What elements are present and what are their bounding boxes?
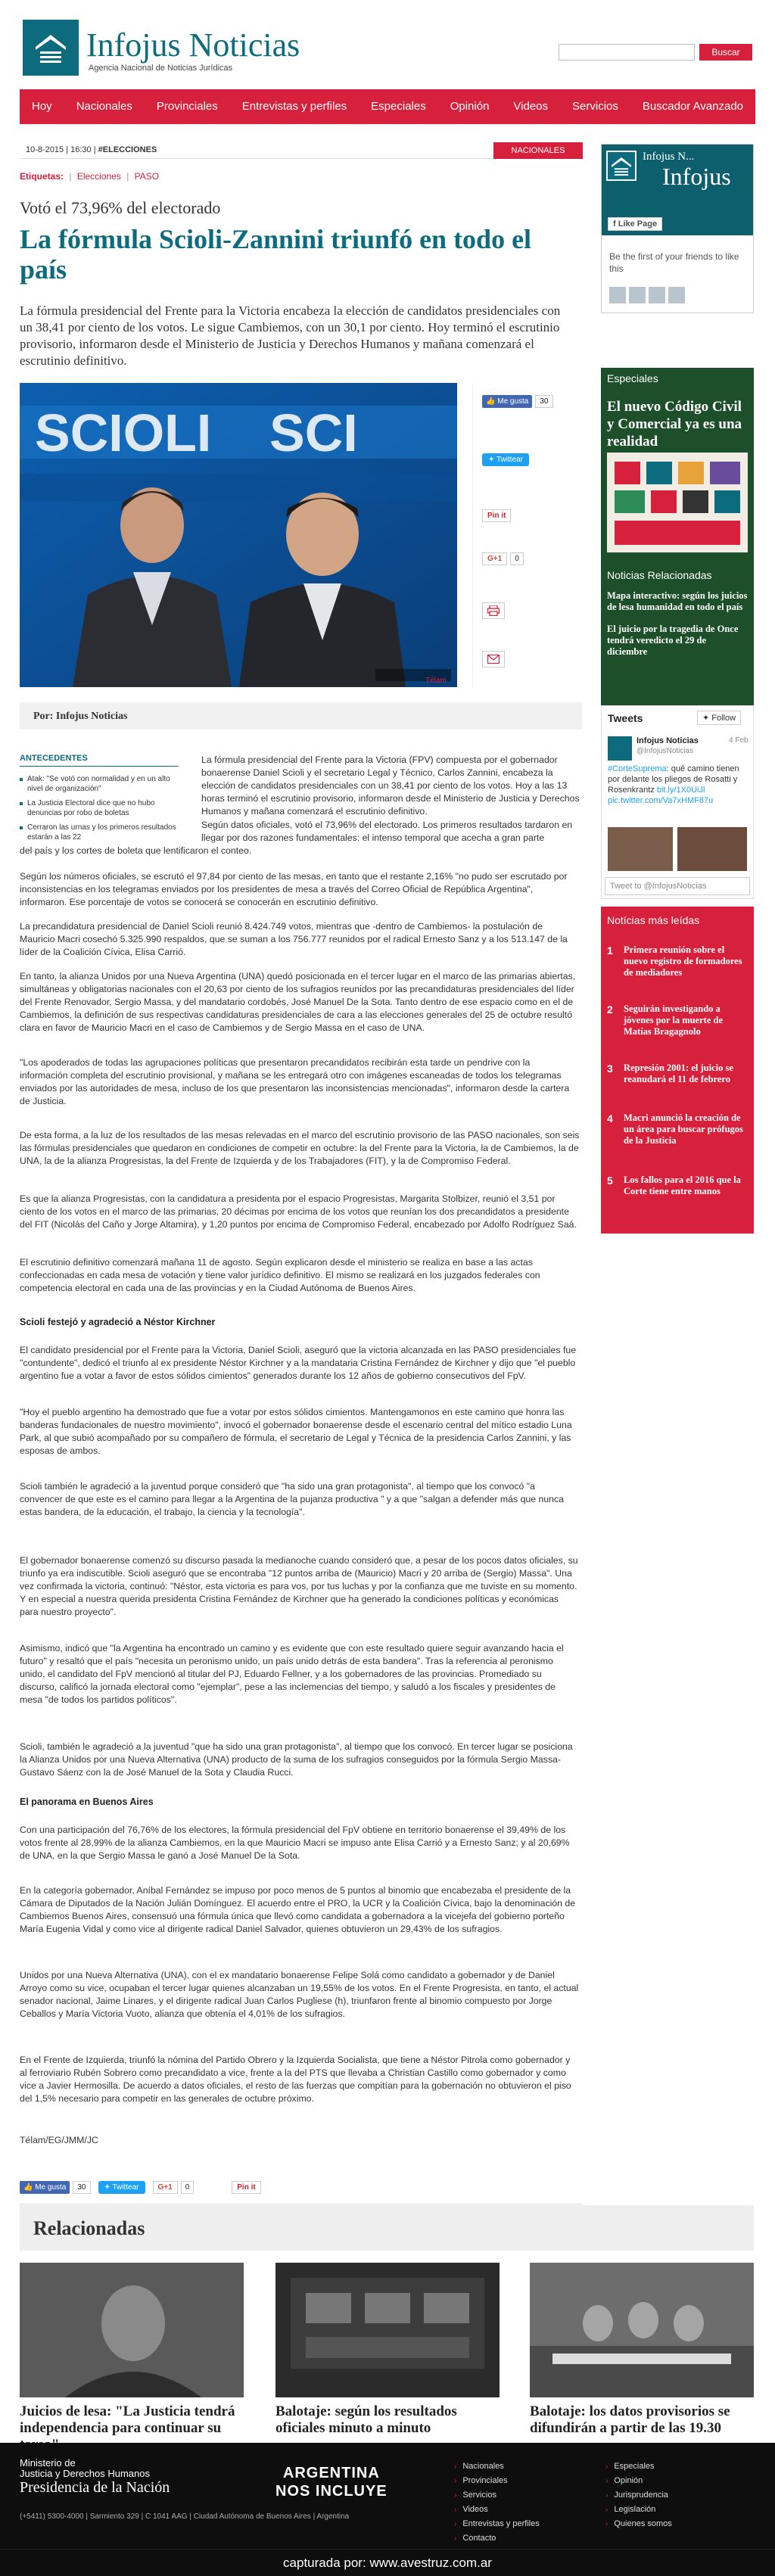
especiales-heading: Especiales: [601, 368, 754, 389]
hero-photo: [20, 383, 457, 687]
footer-link-label: Servicios: [462, 2490, 496, 2500]
tweet-hashtag[interactable]: #CorteSuprema: [608, 764, 667, 773]
article-paragraph: Con una participación del 76,76% de los electores, la fórmula presidencial del FpV obtiene en territorio bonaerense el 39,49% de los votos frente al 28,99% de la alianza Cambiemos, en la que Mauricio Macri se impuso ante Elisa Carrió y a Ernesto Sanz; y al 20,69% de UNA, en la que Sergio Massa le ganó a José Manuel De la Sota.: [20, 1825, 570, 1861]
antecedentes-list: [20, 774, 179, 842]
tweet-button[interactable]: [482, 453, 529, 466]
twitter-share[interactable]: [482, 453, 529, 464]
tweet-avatar[interactable]: [608, 736, 632, 761]
footer-link-label: Contacto: [462, 2534, 496, 2543]
facebook-like-button[interactable]: [20, 2181, 70, 2194]
twitter-bird-icon: ✦: [104, 2182, 110, 2192]
tag-paso[interactable]: PASO: [134, 171, 160, 182]
mas-leidas-title[interactable]: Seguirán investigando a jóvenes por la muerte de Matías Bragagnolo: [624, 1003, 723, 1037]
brand-main: Infojus: [86, 26, 181, 64]
mas-leidas-rank: 3: [607, 1062, 613, 1075]
svg-text:SCI: SCI: [269, 403, 358, 462]
footer-link[interactable]: [454, 2531, 540, 2546]
infojus-logo-icon: [33, 30, 68, 65]
related-article-card[interactable]: [530, 2263, 754, 2437]
brand-sub: Noticias: [180, 26, 300, 64]
article-paragraph: Scioli, también le agradeció a la juventud "que ha sido una gran protagonista", al tiempo que los convocó. En tercer lugar se posiciona la Alianza Unidos por una Nueva Alternativa (UNA) producto de la suma de los sufragios conseguidos por la fórmula Sergio Massa-Gustavo Sáenz con la de José Manuel de la Sota y Claudia Rucci.: [20, 1741, 573, 1778]
mas-leidas-rank: 4: [607, 1112, 613, 1125]
twitter-follow-button[interactable]: [697, 711, 741, 725]
article-paragraph: El candidato presidencial por el Frente para la Victoria, Daniel Scioli, aseguró que la victoria alcanzada en las PASO presidenciales fue "contundente", dedicó el triunfo al ex presidente Néstor Kirchner y a la mandataria Cristina Fernández de Kirchner y dijo que "el pueblo argentino fue a votar a favor de estos sólidos cimientos" generados durante los 12 años de gobierno consecutivos del FpV.: [20, 1345, 577, 1381]
footer-argentina-line: NOS INCLUYE: [275, 2483, 388, 2500]
footer-link[interactable]: [454, 2517, 540, 2531]
facebook-like-label: Me gusta: [35, 2182, 67, 2192]
relacionadas-band: [20, 2205, 754, 2251]
print-button[interactable]: [482, 602, 505, 619]
infojus-logo-icon: [610, 154, 633, 177]
hero-photo-illustration: [20, 383, 457, 687]
noticias-relacionadas-item[interactable]: El juicio por la tragedia de Once tendrá veredicto el 29 de diciembre: [607, 624, 739, 657]
mas-leidas-item[interactable]: [607, 944, 751, 978]
article-headline: La fórmula Scioli-Zannini triunfó en todo el país: [20, 224, 532, 285]
footer-link-label: Nacionales: [462, 2462, 504, 2471]
facebook-like-page-button[interactable]: [608, 217, 662, 231]
footer-link[interactable]: [605, 2488, 672, 2503]
footer-link-label: Opinión: [614, 2476, 643, 2485]
nav-item-entrevistas[interactable]: Entrevistas y perfiles: [241, 100, 347, 113]
related-article-card[interactable]: [20, 2263, 244, 2453]
tweet-button[interactable]: [98, 2181, 145, 2194]
google-plus-button[interactable]: G+1: [153, 2181, 178, 2194]
article-paragraph: Scioli también le agradeció a la juventud porque consideró que "ha sido una gran protagonista", al tiempo que los convocó "a convencer de que este es el camino para llegar a la Argentina de la pujanza productiva " y a que "salgan a defender más que nunca estas bandera, de la educación, el trabajo, la ciencia y la tecnología".: [20, 1481, 565, 1517]
footer-links-col-1: [454, 2459, 540, 2546]
tags-separator: |: [69, 171, 72, 182]
nav-item-provinciales[interactable]: Provinciales: [156, 100, 218, 113]
arrow-right-icon: ›: [454, 2506, 457, 2514]
tweet-text: [608, 764, 747, 806]
mas-leidas-item[interactable]: [607, 1174, 751, 1197]
related-photo-3: [530, 2263, 754, 2397]
footer-link[interactable]: [454, 2488, 540, 2503]
photo-credit: Télam: [425, 677, 447, 685]
facebook-f-icon: f: [613, 219, 616, 229]
article-date: 10-8-2015: [26, 145, 64, 154]
email-button[interactable]: [482, 651, 505, 667]
arrow-right-icon: ›: [605, 2462, 608, 2471]
nav-item-servicios[interactable]: Servicios: [572, 100, 618, 113]
brand-tagline: Agencia Nacional de Noticias Jurídicas: [89, 64, 233, 73]
tag-elecciones[interactable]: Elecciones: [76, 171, 121, 182]
mas-leidas-item[interactable]: [607, 1062, 751, 1085]
article-kicker: Votó el 73,96% del electorado: [20, 198, 221, 217]
article-paragraph: El gobernador bonaerense comenzó su discurso pasada la medianoche cuando consideró que, a pesar de los pocos datos oficiales, su triunfo ya era indiscutible. Scioli aseguró que se encontraba "12 puntos arriba de (Mauricio) Macri y 20 arriba de (Sergio) Massa". Una vez confirmada la victoria, continuó: "Néstor, esta victoria es para vos, por tus luchas y por la confianza que me tuviste en su momento. Y en especial a nuestra querida presidenta Cristina Fernández de Kirchner que ha generado la condiciones políticas y económicas para nuestro proyecto".: [20, 1555, 578, 1617]
facebook-first-friends: Be the first of your friends to like this: [609, 251, 739, 274]
mas-leidas-title[interactable]: Represión 2001: el juicio se reanudará el 11 de febrero: [624, 1062, 733, 1084]
article-paragraph: Según datos oficiales, votó el 73,96% del electorado. Los primeros resultados tardaron en llegar por dos razones fundamentales: el intenso temporal que acecha a gran parte: [201, 820, 573, 843]
arrow-right-icon: ›: [605, 2477, 608, 2485]
site-footer: [0, 2443, 775, 2549]
bottom-share-bar: [20, 2178, 261, 2196]
article-paragraph: "Hoy el pueblo argentino ha demostrado que fue a votar por estos sólidos cimientos. Mantengamonos en este camino que honra las banderas fundacionales de nuestro movimiento", invocó el gobernador bonaerense desde el escenario central del mítico estadio Luna Park, al que subió acompañado por su compañero de fórmula, el secretario de Legal y Técnica de la presidencia Carlos Zannini, y las esposas de ambos.: [20, 1407, 572, 1456]
article-paragraph: "Los apoderados de todas las agrupaciones políticas que presentaron precandidatos recibirán esta tarde un pendrive con la información completa del escrutinio provisional, y mañana se les entregará otro con imágenes escaneadas de todos los telegramas enviados por las autoridades de mesa, incluso de los que presentaron las inconsistencias mencionadas", informaron desde la cartera de Justicia.: [20, 1057, 570, 1106]
footer-ministry-line: Justicia y Derechos Humanos: [20, 2468, 150, 2479]
article-lead: La fórmula presidencial del Frente para la Victoria encabeza la elección de candidatos presidenciales con un 38,41 por ciento de los votos. Le sigue Cambiemos, con un 30,1 por ciento. Hoy terminó el escrutinio provisorio, informaron desde el Ministerio de Justicia y Derechos Humanos y mañana comenzará el escrutinio definitivo.: [20, 303, 561, 368]
mas-leidas-rank: 2: [607, 1003, 613, 1016]
antecedentes-item[interactable]: La Justicia Electoral dice que no hubo denuncias por robo de boletas: [20, 798, 179, 818]
footer-link[interactable]: [605, 2459, 672, 2474]
arrow-right-icon: ›: [454, 2534, 457, 2543]
tweet-author-name[interactable]: Infojus Noticias: [636, 736, 699, 745]
tweet-image[interactable]: [608, 827, 673, 871]
noticias-relacionadas-list: [607, 590, 748, 668]
mas-leidas-title[interactable]: Los fallos para el 2016 que la Corte tiene entre manos: [624, 1174, 741, 1196]
codigo-civil-illustration: [607, 453, 748, 552]
article-paragraph: La fórmula presidencial del Frente para la Victoria (FPV) compuesta por el gobernador bonaerense Daniel Scioli y el secretario Legal y Técnico, Carlos Zannini, encabeza la elección de candidatos presidenciales con un 38,41 por ciento de los votos. Hoy a las 13 horas terminó el escrutinio provisorio, informaron desde el Ministerio de Justicia y Derechos Humanos y mañana comenzará el escrutinio definitivo.: [201, 754, 580, 817]
footer-link-label: Legislación: [614, 2505, 656, 2514]
facebook-like-widget[interactable]: [20, 2179, 91, 2195]
tweet-compose-box[interactable]: Tweet to @InfojusNoticias: [605, 877, 750, 895]
arrow-right-icon: ›: [605, 2520, 608, 2528]
search-input[interactable]: [559, 44, 695, 61]
share-column: [472, 383, 583, 687]
envelope-icon: [487, 655, 500, 664]
tweet-date[interactable]: 4 Feb: [729, 736, 749, 745]
footer-ministry-line: Ministerio de: [20, 2457, 76, 2469]
arrow-right-icon: ›: [454, 2520, 457, 2528]
related-article-title[interactable]: Balotaje: los datos provisorios se difundirán a partir de las 19.30: [530, 2403, 730, 2436]
mas-leidas-item[interactable]: [607, 1112, 751, 1146]
twitter-bird-icon: ✦: [488, 456, 495, 464]
thumbs-up-icon: 👍: [486, 397, 496, 406]
byline-bar: [20, 702, 582, 730]
footer-argentina-logo: [275, 2464, 388, 2500]
footer-link[interactable]: [605, 2517, 672, 2531]
footer-links-col-2: [605, 2459, 672, 2531]
svg-text:SCIOLI: SCIOLI: [35, 403, 212, 462]
especiales-block: [601, 368, 754, 562]
antecedentes-item[interactable]: Cerraron las urnas y los primeros resultados estarán a las 22: [20, 823, 179, 842]
tweet-body: : qué camino tienen por delante los pliegos de Rosatti y Rosenkrantz: [608, 764, 739, 795]
google-plus-count: 0: [510, 552, 524, 565]
arrow-right-icon: ›: [454, 2491, 457, 2500]
related-article-image[interactable]: [275, 2263, 500, 2397]
article-paragraph: En el Frente de Izquierda, triunfó la nómina del Partido Obrero y la Izquierda Socialista, que tiene a Néstor Pitrola como gobernador y al ferroviario Rubén Sobrero como precandidato a vice, frente a la del PTS que llevaba a Christian Castillo como gobernador y como vice a Javier Hermosilla. De acuerdo a datos oficiales, el resto de las fuerzas que compitían para la gobernación no obtuvieron el piso del 1,5% necesario para competir en las generales de octubre próximo.: [20, 2055, 571, 2104]
facebook-like-count: 30: [535, 395, 552, 408]
article-paragraph: El escrutinio definitivo comenzará mañana 11 de agosto. Según explicaron desde el ministerio se realiza en base a las actas confeccionadas en cada mesa de votación y tiene valor jurídico definitivo. El mismo se realizará en los juzgados federales con competencia electoral en cada una de las provincias y en la Ciudad Autónoma de Buenos Aires.: [20, 1257, 540, 1293]
footer-presidency: Presidencia de la Nación: [20, 2479, 170, 2496]
related-article-image[interactable]: [530, 2263, 754, 2397]
footer-link[interactable]: [605, 2474, 672, 2488]
article-subheading: Scioli festejó y agradeció a Néstor Kirchner: [20, 1317, 216, 1327]
tweet-link[interactable]: bit.ly/1X0UiJl pic.twitter.com/Va7xHMF87u: [608, 786, 714, 805]
footer-link[interactable]: [454, 2474, 540, 2488]
footer-argentina-line: ARGENTINA: [282, 2465, 380, 2481]
pin-it-button[interactable]: Pin it: [232, 2181, 260, 2194]
logo-link[interactable]: [23, 20, 79, 76]
brand-name: [86, 27, 300, 64]
facebook-page-thumb[interactable]: [606, 151, 636, 181]
article-signoff: Télam/EG/JMM/JC: [20, 2135, 98, 2145]
article-paragraph: En la categoría gobernador, Aníbal Fernández se impuso por poco menos de 5 puntos al binomio que encabezaba el presidente de la Cámara de Diputados de la Nación Julián Domínguez. El acuerdo entre el PRO, la UCR y la Coalición Cívica, bajo la denominación de Cambiemos Buenos Aires, consensuó una fórmula única que llevó como candidata a gobernadora a la vicejefa del gobierno porteño María Eugenia Vidal y como vice al dirigente radical Daniel Salvador, quienes obtuvieron un 29,43% de los sufragios.: [20, 1885, 576, 1934]
nav-item-hoy[interactable]: Hoy: [32, 100, 52, 113]
search-button[interactable]: Buscar: [699, 44, 752, 61]
friend-avatar: [609, 287, 626, 303]
nav-item-videos[interactable]: Videos: [513, 100, 549, 113]
related-article-card[interactable]: [275, 2263, 500, 2437]
noticias-relacionadas-item[interactable]: Mapa interactivo: según los juicios de lesa humanidad en todo el país: [607, 590, 748, 612]
friend-avatar: [668, 287, 685, 303]
noticias-relacionadas-block: [601, 558, 754, 730]
mas-leidas-title[interactable]: Macri anunció la creación de un área para buscar prófugos de la Justicia: [624, 1112, 743, 1146]
antecedentes-item[interactable]: Atak: "Se votó con normalidad y en un alto nivel de organización": [20, 774, 179, 794]
especiales-title[interactable]: El nuevo Código Civil y Comercial ya es una realidad: [607, 399, 742, 450]
article-byline: Por: Infojus Noticias: [33, 711, 128, 722]
antecedentes-title: ANTECEDENTES: [20, 754, 179, 767]
footer-link-label: Jurisprudencia: [614, 2490, 668, 2500]
facebook-page-widget: [601, 144, 754, 313]
article-time: 16:30: [70, 145, 92, 154]
facebook-like-button[interactable]: [482, 395, 532, 408]
especiales-image[interactable]: [607, 453, 748, 552]
google-plus-share[interactable]: [482, 552, 524, 565]
pinterest-share[interactable]: [482, 509, 511, 520]
arrow-right-icon: ›: [454, 2462, 457, 2471]
meta-text: 10-8-2015 | 16:30 | #ELECCIONES: [26, 145, 157, 154]
article-paragraph: del país y los cortes de boleta que lentificaron el conteo.: [20, 845, 252, 856]
google-plus-button[interactable]: G+1: [482, 552, 507, 565]
facebook-like-page-label: Like Page: [618, 219, 658, 229]
google-plus-count: 0: [181, 2181, 195, 2194]
footer-link-label: Quienes somos: [614, 2519, 672, 2528]
twitter-follow-label: Follow: [711, 714, 736, 723]
main-nav: [20, 89, 755, 124]
footer-link-label: Provinciales: [462, 2476, 508, 2485]
article-hashtag[interactable]: #ELECCIONES: [98, 145, 157, 154]
section-badge[interactable]: NACIONALES: [493, 142, 583, 159]
mas-leidas-rank: 5: [607, 1174, 613, 1187]
relacionadas-title: Relacionadas: [33, 2217, 145, 2239]
site-header: [0, 0, 775, 89]
friend-avatar: [649, 287, 665, 303]
noticias-relacionadas-heading: Noticias Relacionadas: [601, 565, 754, 586]
footer-link[interactable]: [454, 2459, 540, 2474]
footer-ministry[interactable]: [20, 2458, 150, 2479]
nav-item-nacionales[interactable]: Nacionales: [76, 100, 132, 113]
article-paragraph: Según los números oficiales, se escrutó el 97,84 por ciento de las mesas, en tanto que el restante 2,16% "no pudo ser escrutado por inconsistencias en los telegramas enviados por los presidentes de mesa a través del Correo Oficial de República Argentina", informaron. Ese porcentaje de votos se conocerá se conocerán en escrutinio definitivo.: [20, 871, 568, 907]
footer-address: (+5411) 5300-4000 | Sarmiento 329 | C 1041 AAG | Ciudad Autónoma de Buenos Aires | Argentina: [20, 2512, 350, 2521]
mas-leidas-rank: 1: [607, 944, 613, 957]
twitter-bird-icon: ✦: [702, 714, 710, 723]
tags-separator: |: [126, 171, 129, 182]
tags-line: [20, 171, 159, 182]
article-paragraph: En tanto, la alianza Unidos por una Nueva Argentina (UNA) quedó posicionada en el tercer lugar en el marco de las primarias abiertas, simultáneas y obligatorias nacionales con el 20,63 por ciento de los sufragios reunidos por las precandidaturas presidenciales del líder del Frente Renovador, Sergio Massa, y del mandatario cordobés, José Manuel De la Sota. Tanto dentro de ese espacio como en el de Cambiemos, la definición de sus respectivas candidaturas presidenciales de cara a las elecciones generales del 25 de octubre resultó clara en favor de Mauricio Macri en el caso de Cambiemos y de Sergio Massa en el caso de UNA.: [20, 971, 576, 1033]
tweet-author-handle: @InfojusNoticias: [636, 747, 694, 755]
twitter-widget-heading: Tweets: [608, 712, 643, 724]
mas-leidas-item[interactable]: [607, 1003, 751, 1038]
footer-link[interactable]: [605, 2503, 672, 2517]
related-photo-2: [275, 2263, 500, 2397]
facebook-like-label: Me gusta: [497, 397, 529, 406]
facebook-like-count: 30: [73, 2181, 90, 2194]
facebook-like-widget[interactable]: [482, 394, 553, 409]
mas-leidas-block: [601, 907, 754, 1234]
article-paragraph: Es que la alianza Progresistas, con la candidatura a presidenta por el espacio Progresistas, Margarita Stolbizer, reunió el 3,51 por ciento de los votos en el marco de las primarias, 20 décimas por encima de los votos que reunían los dos precandidatos a presidente del FIT (Nicolás del Caño y Jorge Altamira), y 1,20 puntos por encima de Compromiso Federal, encabezado por Adolfo Rodríguez Saá.: [20, 1193, 577, 1230]
nav-item-especiales[interactable]: Especiales: [371, 100, 426, 113]
footer-link[interactable]: [454, 2503, 540, 2517]
related-article-image[interactable]: [20, 2263, 244, 2397]
article-paragraph: Asimismo, indicó que "la Argentina ha encontrado un camino y es evidente que con este resultado quiere seguir avanzando hacia el futuro" y resaltó que el país "necesita un peronismo unido, un país unido detrás de esta bandera". Tras la referencia al peronismo unido, el candidato del FpV mencionó al titular del PJ, Eduardo Fellner, y a los gobernadores de las provincias. Promediado su discurso, calificó la jornada electoral como "ejemplar", pese a las inclemencias del tiempo, y saludó a los fiscales y presidentes de mesa "de todos los partidos políticos".: [20, 1643, 564, 1705]
article-paragraph: De esta forma, a la luz de los resultados de las mesas relevadas en el marco del escrutinio provisorio de las PASO nacionales, son seis las fórmulas presidenciales que quedaron en condiciones de competir en octubre: la del Frente para la Victoria, la de Cambiemos, la de UNA, la de la alianza Progresistas, la del Frente de Izquierda y de los Trabajadores (FIT), y la de Compromiso Federal.: [20, 1130, 580, 1166]
article-paragraph: La precandidatura presidencial de Daniel Scioli reunió 8.424.749 votos, mientras que -dentro de Cambiemos- la postulación de Mauricio Macri cosechó 5.325.990 respaldos, que se suman a los 756.777 reunidos por el radical Ernesto Sanz y a los 513.147 de la líder de la Coalición Cívica, Elisa Carrió.: [20, 921, 568, 957]
antecedentes-box: [20, 754, 179, 847]
tags-label: Etiquetas:: [20, 171, 64, 182]
print-icon: [487, 605, 500, 616]
article-subheading: El panorama en Buenos Aires: [20, 1797, 154, 1807]
pin-it-button[interactable]: Pin it: [482, 509, 511, 522]
facebook-cover[interactable]: [602, 145, 753, 235]
twitter-timeline-widget: [601, 705, 754, 899]
footer-link-label: Videos: [462, 2505, 488, 2514]
captured-by-banner: capturada por: www.avestruz.com.ar: [0, 2549, 775, 2576]
tweet-label: Twittear: [496, 456, 524, 464]
google-plus-share[interactable]: [153, 2181, 195, 2194]
mas-leidas-heading: Notícias más leídas: [607, 914, 700, 926]
footer-link-label: Entrevistas y perfiles: [462, 2519, 540, 2528]
mas-leidas-title[interactable]: Primera reunión sobre el nuevo registro de formadores de mediadores: [624, 944, 742, 978]
article-paragraph: Unidos por una Nueva Alternativa (UNA), con el ex mandatario bonaerense Felipe Solá como candidato a gobernador y de Daniel Arroyo como su vice, ocupaban el tercer lugar quienes alcanzaban un 19,55% de los votos. En el Frente Progresista, en tanto, el actual senador nacional, Jaime Linares, y el dirigente radical Juan Carlos Pugliese (h), triunfaron frente al binomio compuesto por Jorge Ceballos y María Victoria Vuoto, alianza que obtenía el 4,01% de los sufragios.: [20, 1970, 579, 2019]
facebook-page-name[interactable]: Infojus N...: [643, 151, 695, 163]
nav-item-buscador[interactable]: Buscador Avanzado: [642, 100, 744, 113]
related-article-title[interactable]: Juicios de lesa: "La Justicia tendrá independencia para continuar su: [20, 2403, 235, 2436]
friend-avatar: [629, 287, 646, 303]
thumbs-up-icon: 👍: [23, 2182, 33, 2192]
related-article-title[interactable]: Balotaje: según los resultados oficiales minuto a minuto: [275, 2403, 457, 2436]
facebook-cover-text: Infojus: [662, 163, 731, 190]
tweet-image[interactable]: [677, 827, 747, 871]
arrow-right-icon: ›: [605, 2506, 608, 2514]
arrow-right-icon: ›: [605, 2491, 608, 2500]
footer-link-label: Especiales: [614, 2462, 655, 2471]
nav-item-opinion[interactable]: Opinión: [450, 100, 490, 113]
related-photo-1: [20, 2263, 244, 2397]
tweet-label: Twittear: [112, 2182, 139, 2192]
arrow-right-icon: ›: [454, 2477, 457, 2485]
